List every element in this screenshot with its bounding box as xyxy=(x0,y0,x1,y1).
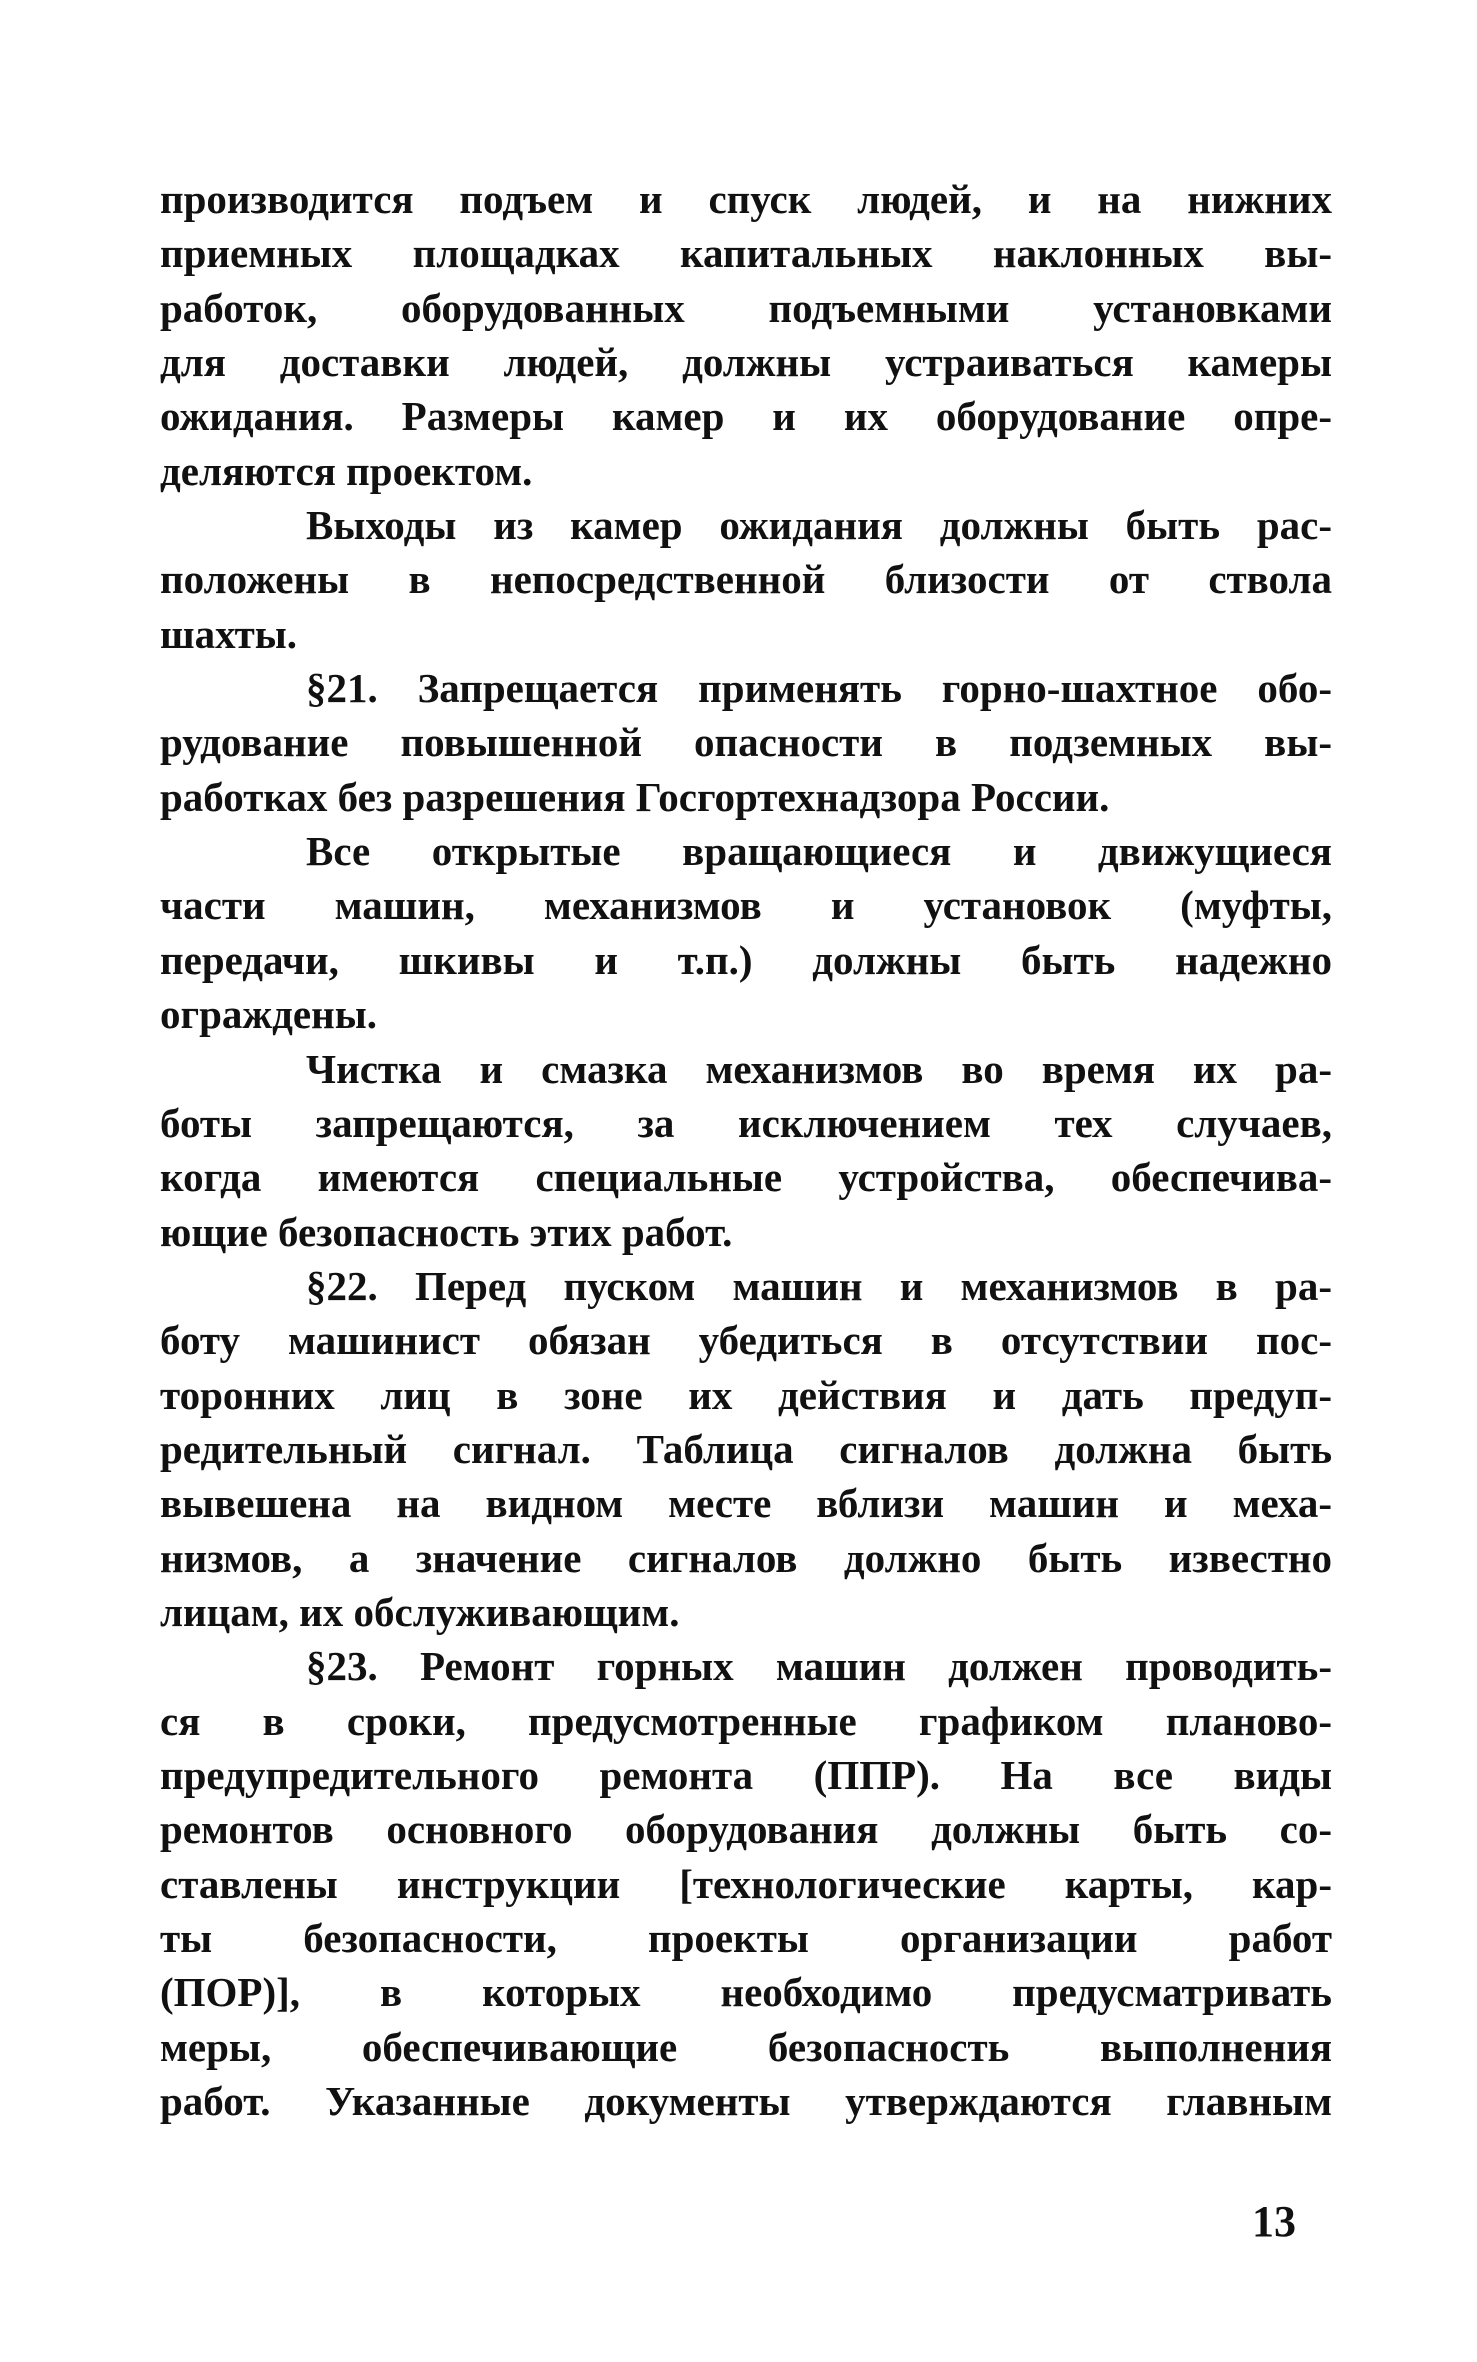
text-line: ставлены инструкции [технологические карты, кар- xyxy=(160,1860,1332,1907)
text-line: Все открытые вращающиеся и движущиеся xyxy=(306,828,1332,875)
text-line: ся в сроки, предусмотренные графиком планово- xyxy=(160,1697,1332,1744)
text-line: §23. Ремонт горных машин должен проводить- xyxy=(306,1643,1332,1690)
text-line: ремонтов основного оборудования должны быть со- xyxy=(160,1806,1332,1853)
text-line: деляются проектом. xyxy=(160,447,533,494)
text-line: Выходы из камер ожидания должны быть рас- xyxy=(306,502,1332,549)
text-line: вывешена на видном месте вблизи машин и меха- xyxy=(160,1480,1332,1527)
text-line: работок, оборудованных подъемными установками xyxy=(160,284,1332,331)
text-line: предупредительного ремонта (ППР). На все виды xyxy=(160,1751,1332,1798)
text-line: §21. Запрещается применять горно-шахтное обо- xyxy=(306,665,1332,712)
text-line: когда имеются специальные устройства, обеспечива- xyxy=(160,1154,1332,1201)
text-line: ты безопасности, проекты организации работ xyxy=(160,1915,1332,1961)
text-line: приемных площадках капитальных наклонных вы- xyxy=(160,230,1332,277)
text-line: §22. Перед пуском машин и механизмов в ра- xyxy=(306,1262,1332,1309)
text-line: Чистка и смазка механизмов во время их ра- xyxy=(306,1045,1332,1092)
text-line: шахты. xyxy=(160,610,297,657)
text-line: (ПОР)], в которых необходимо предусматривать xyxy=(160,1969,1332,2016)
text-line: для доставки людей, должны устраиваться камеры xyxy=(160,339,1332,386)
text-line: лицам, их обслуживающим. xyxy=(160,1588,680,1635)
page-number: 13 xyxy=(1252,2197,1296,2246)
text-line: боту машинист обязан убедиться в отсутствии пос- xyxy=(160,1317,1332,1364)
text-line: рудование повышенной опасности в подземных вы- xyxy=(160,719,1332,766)
text-line: работках без разрешения Госгортехнадзора России. xyxy=(160,773,1110,820)
text-line: производится подъем и спуск людей, и на нижних xyxy=(160,176,1332,222)
text-line: ограждены. xyxy=(160,991,377,1038)
text-line: ющие безопасность этих работ. xyxy=(160,1208,733,1255)
text-line: ожидания. Размеры камер и их оборудование опре- xyxy=(160,393,1332,440)
text-line: меры, обеспечивающие безопасность выполнения xyxy=(160,2023,1332,2070)
text-line: части машин, механизмов и установок (муфты, xyxy=(160,882,1332,929)
text-line: положены в непосредственной близости от ствола xyxy=(160,556,1332,603)
body-text xyxy=(160,172,1332,2128)
text-line: редительный сигнал. Таблица сигналов должна быть xyxy=(160,1425,1332,1472)
text-line: передачи, шкивы и т.п.) должны быть надежно xyxy=(160,936,1332,983)
text-line: торонних лиц в зоне их действия и дать предуп- xyxy=(160,1371,1332,1418)
text-line: работ. Указанные документы утверждаются главным xyxy=(160,2078,1332,2125)
text-line: боты запрещаются, за исключением тех случаев, xyxy=(160,1099,1332,1146)
text-line: низмов, а значение сигналов должно быть известно xyxy=(160,1534,1332,1581)
